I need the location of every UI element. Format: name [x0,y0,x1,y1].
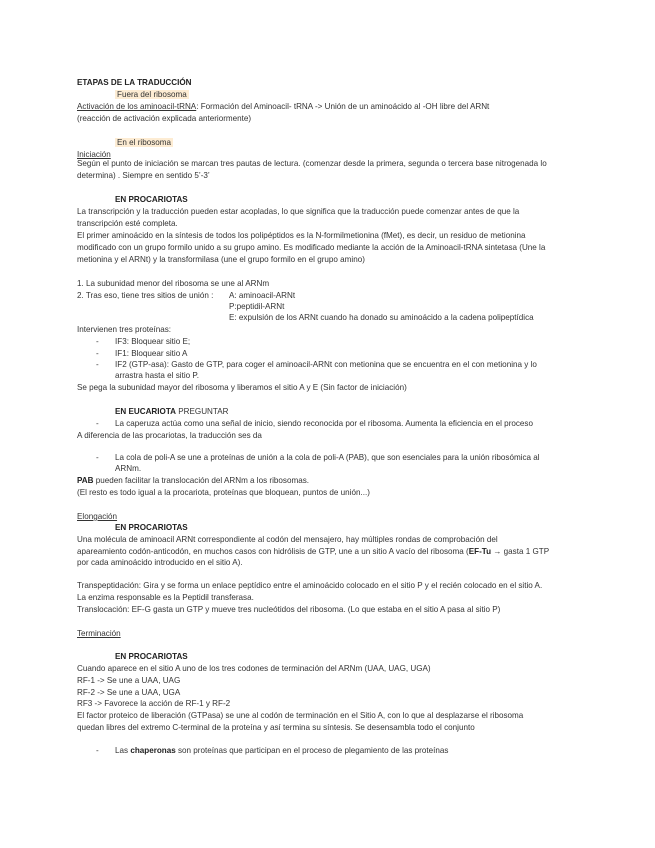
pab-line: PAB pueden facilitar la translocación del ARNm a los ribosomas. [77,476,309,485]
section-highlight-ribosoma: En el ribosoma [117,138,171,147]
paragraph-line: La enzima responsable es la Peptidil transferasa. [77,593,254,602]
translocacion-line: Translocación: EF-G gasta un GTP y mueve tres nucleótidos del ribosoma. (Lo que estaba en el sitio A pasa al sitio P) [77,605,501,614]
transpeptidacion-line: Transpeptidación: Gira y se forma un enlace peptídico entre el aminoácido colocado en el sitio P y el recién colocado en el sitio A. [77,581,543,590]
paragraph-line: apareamiento codón-anticodón, en muchos casos con hidrólisis de GTP, une a un sitio A vacío del ribosoma (EF-Tu → gasta 1 GTP [77,547,550,556]
paragraph-line: quedan libres del extremo C-terminal de la proteína y así termina su síntesis. Se desensambla todo el conjunto [77,723,475,732]
paragraph-line: Se pega la subunidad mayor del ribosoma y liberamos el sitio A y E (Sin factor de iniciación) [77,383,407,392]
paragraph-line: El primer aminoácido en la síntesis de todos los polipéptidos es la N-formilmetionina (fMet), es decir, un residuo de metionina [77,231,526,240]
bullet-dash: - [96,337,99,346]
paragraph-line: Cuando aparece en el sitio A uno de los tres codones de terminación del ARNm (UAA, UAG, UGA) [77,664,431,673]
document-title: ETAPAS DE LA TRADUCCIÓN [77,78,192,87]
paragraph-line: La transcripción y la traducción pueden estar acopladas, lo que significa que la traducción puede comenzar antes de que la [77,207,520,216]
paragraph-line: metionina y el ARNt) y la transformilasa (une el grupo formilo en el grupo amino) [77,255,365,264]
list-item-if3: IF3: Bloquear sitio E; [115,337,191,346]
step-2: 2. Tras eso, tiene tres sitios de unión : [77,291,214,300]
intervienen-line: Intervienen tres proteínas: [77,325,172,334]
section-highlight-fuera: Fuera del ribosoma [117,90,187,99]
list-item-chaperonas: Las chaperonas son proteínas que participan en el proceso de plegamiento de las proteínas [115,746,449,755]
paragraph-line: (El resto es todo igual a la procariota, proteínas que bloquean, puntos de unión...) [77,488,370,497]
rf2-line: RF-2 -> Se une a UAA, UGA [77,688,181,697]
site-e: E: expulsión de los ARNt cuando ha donado su aminoácido a la cadena polipeptídica [229,313,534,322]
paragraph-line: El factor proteico de liberación (GTPasa) se une al codón de terminación en el Sitio A, con lo que al desplazarse el ribosoma [77,711,524,720]
bullet-dash: - [96,453,99,462]
terminacion-heading: Terminación [77,629,121,638]
paragraph-line: A diferencia de las procariotas, la traducción ses da [77,431,262,440]
paragraph-line: Según el punto de iniciación se marcan tres pautas de lectura. (comenzar desde la primera, segunda o tercera base nitrogenada lo [77,159,547,168]
eucariota-heading: EN EUCARIOTA PREGUNTAR [115,407,229,416]
site-a: A: aminoacil-ARNt [229,291,296,300]
list-item-if2-cont: arrastra hasta el sitio P. [115,371,199,380]
activacion-note: (reacción de activación explicada anteriormente) [77,114,252,123]
paragraph-line: modificado con un grupo formilo unido a su grupo amino. Es modificado mediante la acción de la Aminoacil-tRNA sintetasa (Une la [77,243,546,252]
paragraph-line: determina) . Siempre en sentido 5’-3’ [77,171,210,180]
bullet-dash: - [96,746,99,755]
activacion-label: Activación de los aminoacil-tRNA [77,102,197,111]
iniciacion-heading: Iniciación [77,150,111,159]
list-item-poli-a-cont: ARNm. [115,464,142,473]
step-1: 1. La subunidad menor del ribosoma se une al ARNm [77,279,270,288]
list-item-caperuza: La caperuza actúa como una señal de inicio, siendo reconocida por el ribosoma. Aumenta la eficiencia en el proceso [115,419,533,428]
procariotas-heading: EN PROCARIOTAS [115,195,188,204]
activacion-line: Activación de los aminoacil-tRNA: Formación del Aminoacil- tRNA -> Unión de un aminoácido al -OH libre del ARNt [77,102,490,111]
rf3-line: RF3 -> Favorece la acción de RF-1 y RF-2 [77,699,231,708]
paragraph-line: por cada aminoácido introducido en el sitio A). [77,558,243,567]
list-item-if1: IF1: Bloquear sitio A [115,349,188,358]
paragraph-line: transcripción esté completa. [77,219,178,228]
paragraph-line: Una molécula de aminoacil ARNt correspondiente al codón del mensajero, hay múltiples rondas de comprobación del [77,535,498,544]
bullet-dash: - [96,349,99,358]
procariotas-heading: EN PROCARIOTAS [115,523,188,532]
procariotas-heading: EN PROCARIOTAS [115,652,188,661]
site-p: P:peptidil-ARNt [229,302,285,311]
rf1-line: RF-1 -> Se une a UAA, UAG [77,676,181,685]
bullet-dash: - [96,419,99,428]
bullet-dash: - [96,360,99,369]
list-item-if2: IF2 (GTP-asa): Gasto de GTP, para coger el aminoacil-ARNt con metionina que se encuentra en el con metionina y lo [115,360,537,369]
elongacion-heading: Elongación [77,512,118,521]
list-item-poli-a: La cola de poli-A se une a proteínas de unión a la cola de poli-A (PAB), que son esenciales para la unión ribosómica al [115,453,540,462]
